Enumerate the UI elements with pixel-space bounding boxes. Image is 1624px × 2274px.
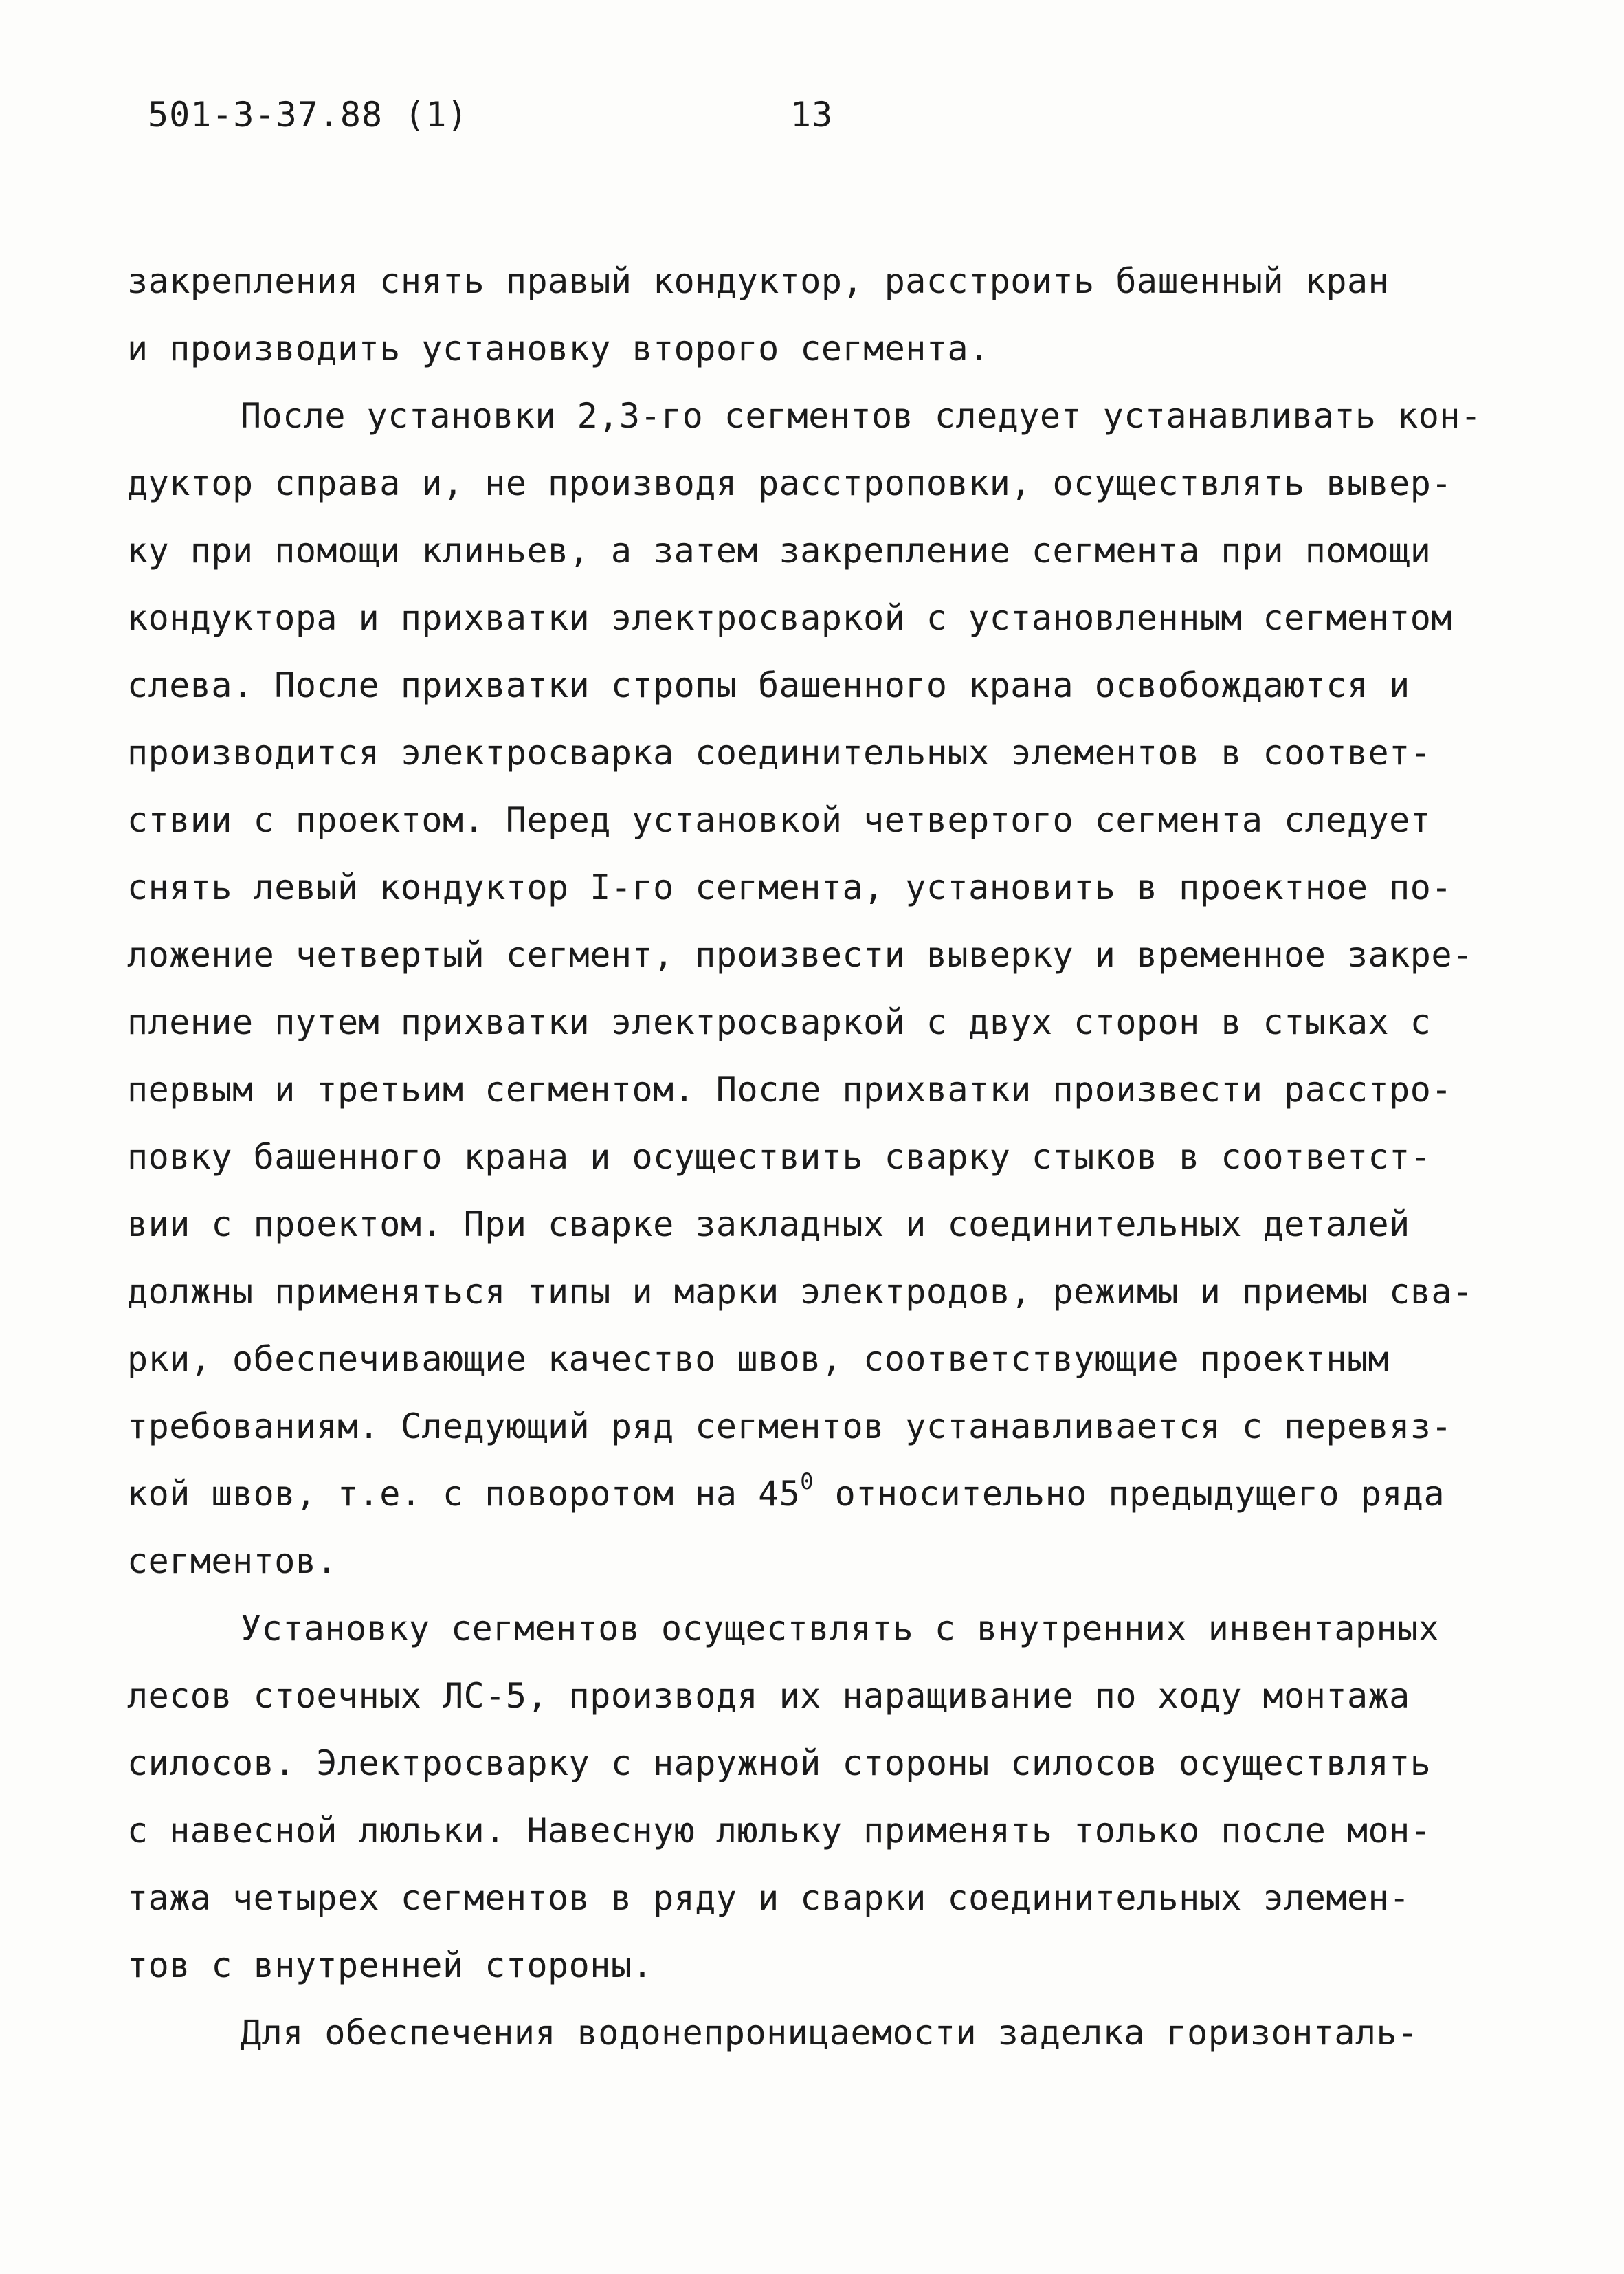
text-line: снять левый кондуктор I-го сегмента, установить в проектное по- (127, 868, 1452, 907)
text-line: рки, обеспечивающие качество швов, соответствующие проектным (127, 1339, 1390, 1379)
text-line-with-degree (127, 1460, 1536, 1527)
body-text (127, 247, 1536, 2066)
text-line: должны применяться типы и марки электродов, режимы и приемы сва- (127, 1272, 1473, 1312)
text-line: ствии с проектом. Перед установкой четвертого сегмента следует (127, 800, 1432, 840)
text-line: тов с внутренней стороны. (127, 1945, 654, 1985)
text-line: и производить установку второго сегмента. (127, 329, 990, 368)
text-line: кондуктора и прихватки электросваркой с установленным сегментом (127, 598, 1452, 638)
document-code: 501-3-37.88 (1) (148, 95, 469, 135)
text-segment: относительно предыдущего ряда (814, 1474, 1445, 1514)
degree-superscript: 0 (800, 1468, 814, 1494)
text-line: первым и третьим сегментом. После прихватки произвести расстро- (127, 1070, 1452, 1110)
text-line: Установку сегментов осуществлять с внутренних инвентарных (241, 1609, 1440, 1648)
text-line: производится электросварка соединительных элементов в соответ- (127, 733, 1432, 773)
text-line: с навесной люльки. Навесную люльку применять только после мон- (127, 1811, 1432, 1851)
text-line: Для обеспечения водонепроницаемости заделка горизонталь- (241, 2013, 1419, 2053)
text-line: слева. После прихватки стропы башенного крана освобождаются и (127, 665, 1410, 705)
text-segment: кой швов, т.е. с поворотом на 45 (127, 1474, 801, 1514)
text-line: дуктор справа и, не производя расстроповки, осуществлять вывер- (127, 463, 1452, 503)
text-line: ку при помощи клиньев, а затем закрепление сегмента при помощи (127, 531, 1432, 571)
page-number: 13 (790, 95, 834, 135)
text-line: требованиям. Следующий ряд сегментов устанавливается с перевяз- (127, 1406, 1452, 1446)
page-header (148, 95, 1454, 150)
text-line: пление путем прихватки электросваркой с двух сторон в стыках с (127, 1002, 1432, 1042)
text-line: После установки 2,3-го сегментов следует устанавливать кон- (241, 396, 1482, 436)
text-line: ложение четвертый сегмент, произвести выверку и временное закре- (127, 935, 1473, 975)
text-line: закрепления снять правый кондуктор, расстроить башенный кран (127, 261, 1390, 301)
text-line: силосов. Электросварку с наружной стороны силосов осуществлять (127, 1743, 1432, 1783)
text-line: вии с проектом. При сварке закладных и соединительных деталей (127, 1204, 1410, 1244)
text-line: сегментов. (127, 1541, 338, 1581)
text-line: тажа четырех сегментов в ряду и сварки соединительных элемен- (127, 1878, 1410, 1918)
text-line: повку башенного крана и осуществить сварку стыков в соответст- (127, 1137, 1432, 1177)
text-line: лесов стоечных ЛС-5, производя их наращивание по ходу монтажа (127, 1676, 1410, 1716)
